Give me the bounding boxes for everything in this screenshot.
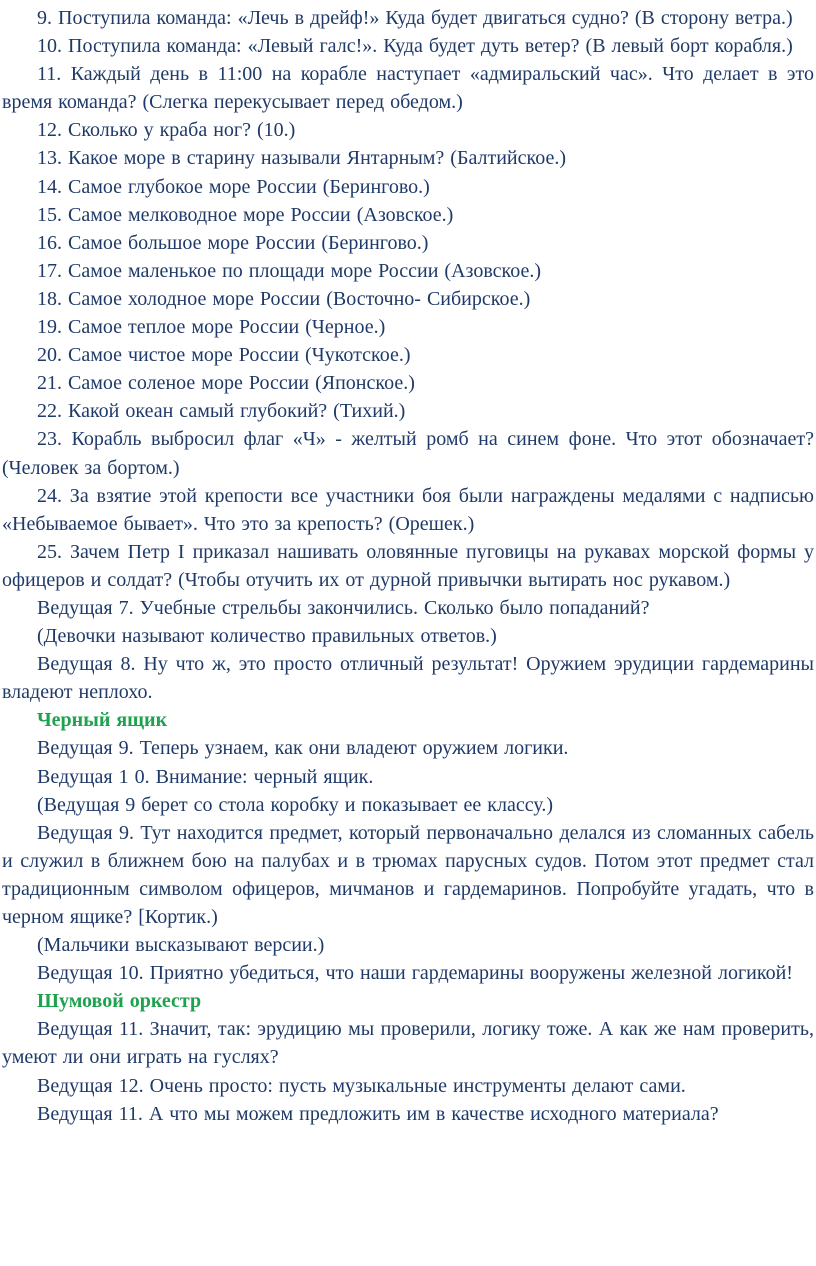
paragraph: 17. Самое маленькое по площади море России (Азовское.) bbox=[37, 259, 542, 282]
paragraph: (Мальчики высказывают версии.) bbox=[37, 934, 325, 957]
paragraph: 25. Зачем Петр I приказал нашивать оловянные пуговицы на рукавах морской формы у офицеров и солдат? (Чтобы отучить их от дурной привычки вытирать нос рукавом.) bbox=[2, 540, 814, 591]
paragraph: 18. Самое холодное море России (Восточно- Сибирское.) bbox=[37, 287, 531, 310]
paragraph: 11. Каждый день в 11:00 на корабле наступает «адмиральский час». Что делает в это время команда? (Слегка перекусывает перед обедом.) bbox=[2, 63, 814, 114]
paragraph: 12. Сколько у краба ног? (10.) bbox=[37, 119, 296, 142]
paragraph: (Ведущая 9 берет со стола коробку и показывает ее классу.) bbox=[37, 793, 553, 816]
paragraph: 23. Корабль выбросил флаг «Ч» - желтый ромб на синем фоне. Что этот обозначает? (Человек за бортом.) bbox=[2, 428, 814, 479]
paragraph: 14. Самое глубокое море России (Берингово.) bbox=[37, 175, 430, 198]
paragraph: Ведущая 10. Приятно убедиться, что наши гардемарины вооружены железной логикой! bbox=[37, 962, 793, 985]
paragraph: Ведущая 11. Значит, так: эрудицию мы проверили, логику тоже. А как же нам проверить, умеют ли они играть на гуслях? bbox=[2, 1018, 814, 1069]
paragraph: 16. Самое большое море России (Берингово.) bbox=[37, 231, 429, 254]
paragraph: (Девочки называют количество правильных ответов.) bbox=[37, 625, 497, 648]
paragraph: 10. Поступила команда: «Левый галс!». Куда будет дуть ветер? (В левый борт корабля.) bbox=[37, 35, 793, 58]
section-heading: Шумовой оркестр bbox=[37, 990, 202, 1013]
paragraph: Ведущая 8. Ну что ж, это просто отличный результат! Оружием эрудиции гардемарины владеют неплохо. bbox=[2, 653, 814, 704]
paragraph: Ведущая 9. Тут находится предмет, который первоначально делался из сломанных сабель и служил в ближнем бою на палубах и в трюмах парусных судов. Потом этот предмет стал традиционным символом офицеров, мичманов и гардемаринов. Попробуйте угадать, что в черном ящике? [Кортик.) bbox=[2, 821, 814, 928]
paragraph: 15. Самое мелководное море России (Азовское.) bbox=[37, 203, 454, 226]
paragraph: 24. За взятие этой крепости все участники боя были награждены медалями с надписью «Небываемое бывает». Что это за крепость? (Орешек.) bbox=[2, 484, 814, 535]
document-body bbox=[2, 4, 814, 1128]
paragraph: 20. Самое чистое море России (Чукотское.) bbox=[37, 344, 411, 367]
paragraph: Ведущая 11. А что мы можем предложить им в качестве исходного материала? bbox=[37, 1102, 719, 1125]
paragraph: Ведущая 12. Очень просто: пусть музыкальные инструменты делают сами. bbox=[37, 1074, 686, 1097]
paragraph: 13. Какое море в старину называли Янтарным? (Балтийское.) bbox=[37, 147, 566, 170]
paragraph: 21. Самое соленое море России (Японское.) bbox=[37, 372, 415, 395]
paragraph: 22. Какой океан самый глубокий? (Тихий.) bbox=[37, 400, 406, 423]
paragraph: 19. Самое теплое море России (Черное.) bbox=[37, 316, 386, 339]
paragraph: Ведущая 7. Учебные стрельбы закончились. Сколько было попаданий? bbox=[37, 596, 650, 619]
paragraph: 9. Поступила команда: «Лечь в дрейф!» Куда будет двигаться судно? (В сторону ветра.) bbox=[37, 7, 793, 29]
paragraph: Ведущая 9. Теперь узнаем, как они владеют оружием логики. bbox=[37, 737, 569, 760]
section-heading: Черный ящик bbox=[37, 709, 168, 732]
paragraph: Ведущая 1 0. Внимание: черный ящик. bbox=[37, 765, 374, 788]
